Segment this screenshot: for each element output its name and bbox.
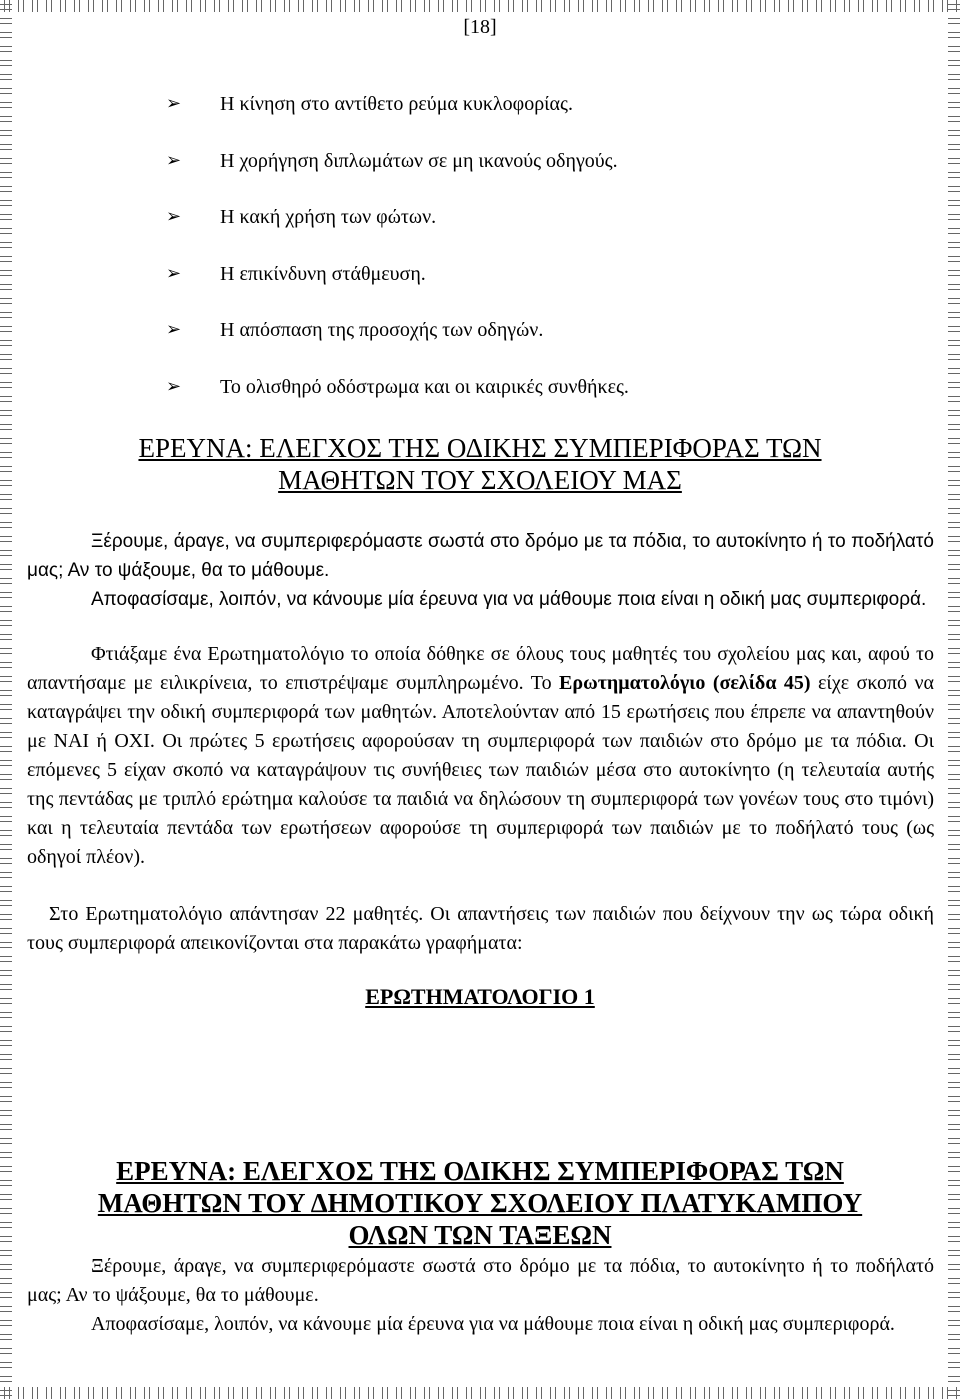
questionnaire-subheading: ΕΡΩΤΗΜΑΤΟΛΟΓΙΟ 1 xyxy=(365,984,595,1009)
page-border-right xyxy=(948,0,960,1399)
section1-paragraph-3: Φτιάξαμε ένα Ερωτηματολόγιο το οποία δόθηκε σε όλους τους μαθητές του σχολείου μας και, αφού το απαντήσαμε με ειλικρίνεια, το επιστρέψαμε συμπληρωμένο. Το Ερωτηματολόγιο (σελίδα 45) είχε σκοπό να καταγράψει την οδική συμπεριφορά των μαθητών. Αποτελούνταν από 15 ερωτήσεις που έπρεπε να απαντηθούν με ΝΑΙ ή ΟΧΙ. Οι πρώτες 5 ερωτήσεις αφορούσαν τη συμπεριφορά των παιδιών στο δρόμο με τα πόδια. Οι επόμενες 5 είχαν σκοπό να καταγράψουν τις συνήθειες των παιδιών μέσα στο αυτοκίνητο (η τελευταία αυτής της πεντάδας με τριπλό ερώτημα καλούσε τα παιδιά να δηλώσουν τη συμπεριφορά των γονέων τους στο τιμόνι) και η τελευταία πεντάδα των ερωτήσεων αφορούσε τη συμπεριφορά των παιδιών με το ποδήλατό τους (ως οδηγοί πλέον). xyxy=(27,643,935,868)
page-border-top xyxy=(0,0,960,12)
list-item: ➢ Η επικίνδυνη στάθμευση. xyxy=(166,262,426,285)
section2-heading: ΕΡΕΥΝΑ: ΕΛΕΓΧΟΣ ΤΗΣ ΟΔΙΚΗΣ ΣΥΜΠΕΡΙΦΟΡΑΣ ΤΩΝ ΜΑΘΗΤΩΝ ΤΟΥ ΔΗΜΟΤΙΚΟΥ ΣΧΟΛΕΙΟΥ ΠΛΑΤΥΚΑΜΠΟΥ ΟΛΩΝ ΤΩΝ ΤΑΞΕΩΝ xyxy=(97,1156,863,1250)
page-number: [18] xyxy=(463,16,497,38)
arrow-bullet-icon: ➢ xyxy=(166,149,182,171)
arrow-bullet-icon: ➢ xyxy=(166,206,182,227)
section1-heading: ΕΡΕΥΝΑ: ΕΛΕΓΧΟΣ ΤΗΣ ΟΔΙΚΗΣ ΣΥΜΠΕΡΙΦΟΡΑΣ ΤΩΝ ΜΑΘΗΤΩΝ ΤΟΥ ΣΧΟΛΕΙΟΥ ΜΑΣ xyxy=(138,433,822,495)
page-border-bottom xyxy=(0,1387,960,1399)
section2-paragraph-2: Αποφασίσαμε, λοιπόν, να κάνουμε μία έρευνα για να μάθουμε ποια είναι η οδική μας συμπεριφορά. xyxy=(91,1313,895,1335)
list-item: ➢ Η κίνηση στο αντίθετο ρεύμα κυκλοφορίας. xyxy=(166,93,573,115)
page-border-left xyxy=(0,0,12,1399)
section2-paragraph-1: Ξέρουμε, άραγε, να συμπεριφερόμαστε σωστά στο δρόμο με τα πόδια, το αυτοκίνητο ή το ποδήλατό μας; Αν το ψάξουμε, θα το μάθουμε. xyxy=(27,1255,934,1306)
arrow-bullet-icon: ➢ xyxy=(166,93,182,114)
list-item: ➢ Η κακή χρήση των φώτων. xyxy=(166,206,437,228)
arrow-bullet-icon: ➢ xyxy=(166,375,182,397)
section1-paragraph-4: Στο Ερωτηματολόγιο απάντησαν 22 μαθητές. Οι απαντήσεις των παιδιών που δείχνουν την ως τώρα οδική τους συμπεριφορά απεικονίζονται στα παρακάτω γραφήματα: xyxy=(27,903,934,954)
arrow-bullet-icon: ➢ xyxy=(166,262,182,284)
arrow-bullet-icon: ➢ xyxy=(166,319,182,340)
bullet-list xyxy=(166,92,629,431)
section1-paragraph-2: Αποφασίσαμε, λοιπόν, να κάνουμε μία έρευνα για να μάθουμε ποια είναι η οδική μας συμπεριφορά. xyxy=(91,589,927,610)
section1-paragraph-1: Ξέρουμε, άραγε, να συμπεριφερόμαστε σωστά στο δρόμο με τα πόδια, το αυτοκίνητο ή το ποδήλατό μας; Αν το ψάξουμε, θα το μάθουμε. xyxy=(27,531,934,581)
list-item: ➢ Το ολισθηρό οδόστρωμα και οι καιρικές συνθήκες. xyxy=(166,375,629,398)
list-item: ➢ Η χορήγηση διπλωμάτων σε μη ικανούς οδηγούς. xyxy=(166,149,618,172)
list-item: ➢ Η απόσπαση της προσοχής των οδηγών. xyxy=(166,319,544,341)
